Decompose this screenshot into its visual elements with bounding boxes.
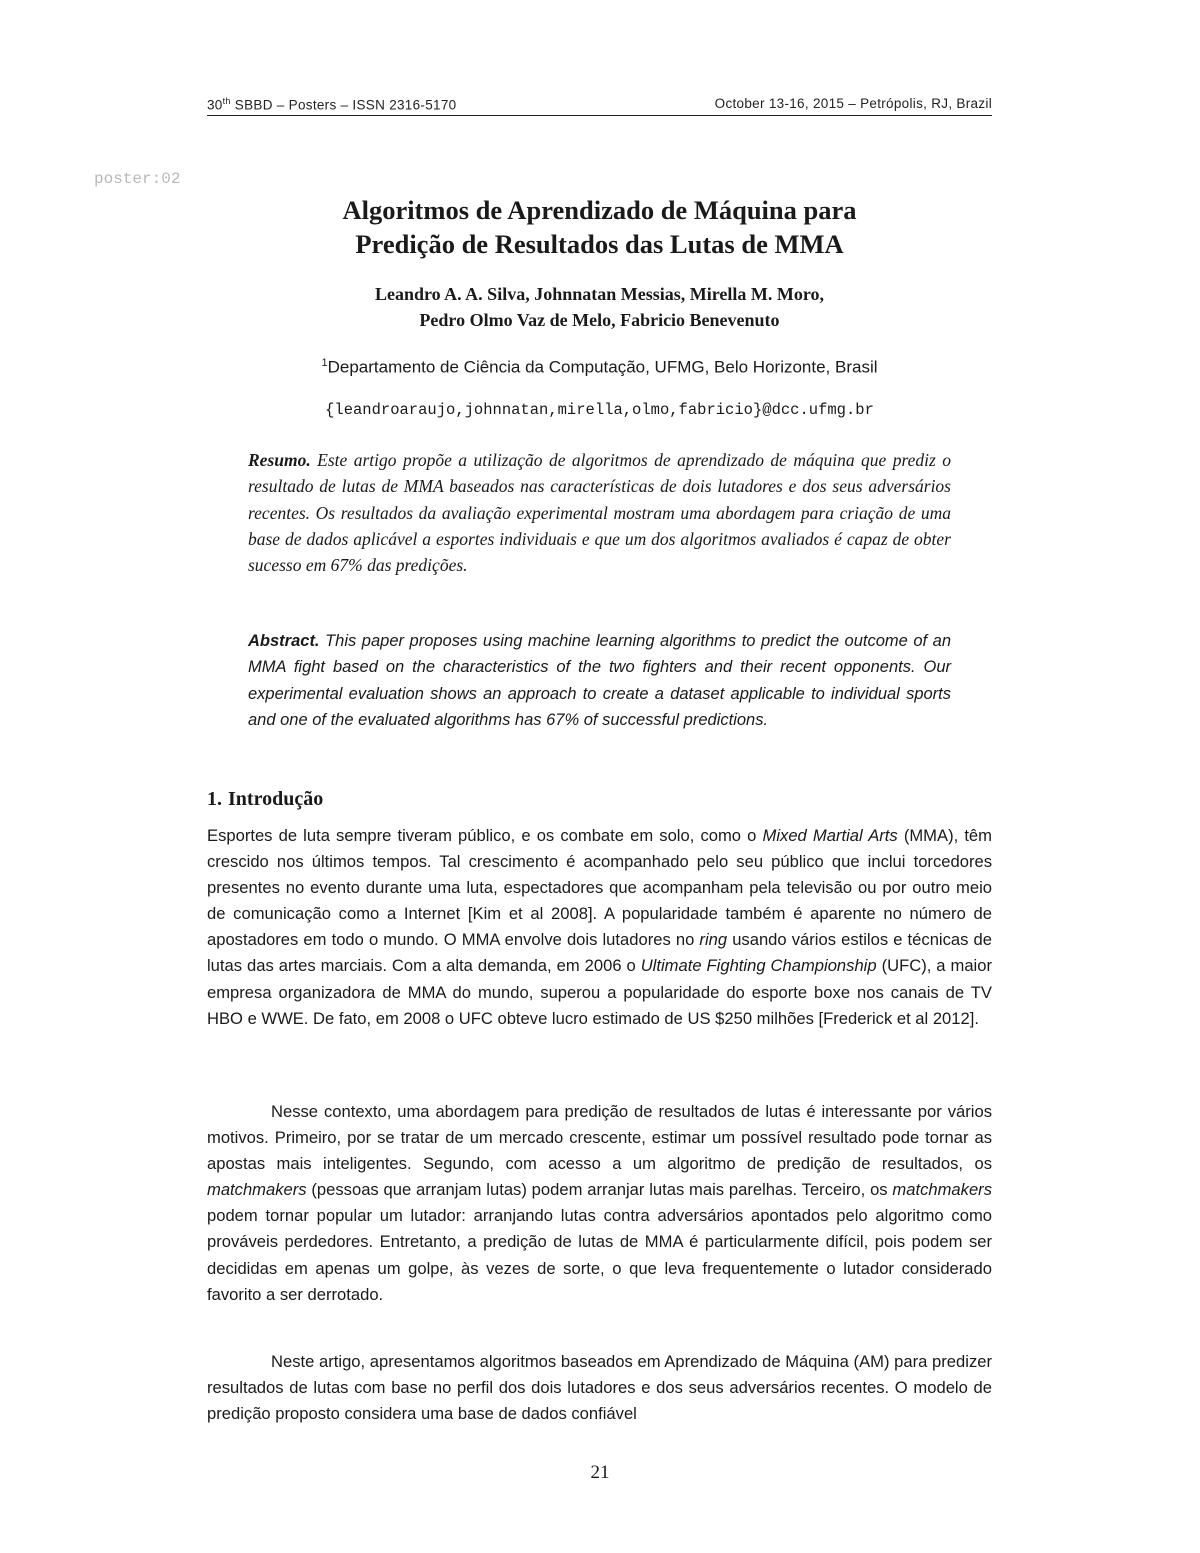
abstract-text: This paper proposes using machine learning algorithms to predict the outcome of an MMA fight based on the characteristics of the two fighters and their recent opponents. Our experimental evaluation shows an approach to create a dataset applicable to individual sports and one of the evaluated algorithms has 67% of successful predictions. [248,632,951,729]
abstract-label: Abstract. [248,632,320,650]
term-matchmakers: matchmakers [892,1180,992,1200]
authors-line-2: Pedro Olmo Vaz de Melo, Fabricio Benevenuto [419,310,780,330]
affiliation-text: Departamento de Ciência da Computação, UFMG, Belo Horizonte, Brasil [327,357,878,377]
resumo-label: Resumo. [248,450,311,470]
affiliation-mark: 1 [321,357,328,369]
abstract-block [248,628,951,733]
resumo-block [248,447,951,578]
running-header-conference: 30th SBBD – Posters – ISSN 2316-5170 [207,96,457,113]
paper-title [207,193,992,261]
paragraph-2: Nesse contexto, uma abordagem para predição de resultados de lutas é interessante por vários motivos. Primeiro, por se tratar de um mercado crescente, estimar um possível resultado pode tornar as apostas mais inteligentes. Segundo, com acesso a um algoritmo de predição de resultados, os matchmakers (pessoas que arranjam lutas) podem arranjar lutas mais parelhas. Terceiro, os matchmakers podem tornar popular um lutador: arranjando lutas contra adversários apontados pelo algoritmo como prováveis perdedores. Entretanto, a predição de lutas de MMA é particularmente difícil, pois podem ser decididas em apenas um golpe, às vezes de sorte, o que leva frequentemente o lutador considerado favorito a ser derrotado. [207,1102,992,1304]
section-heading [207,788,323,811]
page-number: 21 [590,1462,610,1483]
title-line-2: Predição de Resultados das Lutas de MMA [355,229,844,259]
resumo-text: Este artigo propõe a utilização de algoritmos de aprendizado de máquina que prediz o resultado de lutas de MMA baseados nas características de dois lutadores e dos seus adversários recentes. Os resultados da avaliação experimental mostram uma abordagem para criação de uma base de dados aplicável a esportes individuais e que um dos algoritmos avaliados é capaz de obter sucesso em 67% das predições. [248,450,952,576]
header-rule [207,115,992,116]
author-emails: {leandroaraujo,johnnatan,mirella,olmo,fabricio}@dcc.ufmg.br [325,401,874,419]
section-title: Introdução [228,788,324,810]
term-mma: Mixed Martial Arts [762,826,898,845]
section-number: 1. [207,788,222,810]
authors-line-1: Leandro A. A. Silva, Johnnatan Messias, Mirella M. Moro, [374,284,825,304]
term-ufc: Ultimate Fighting Championship [640,956,877,976]
running-header-location-date: October 13-16, 2015 – Petrópolis, RJ, Brazil [714,96,992,111]
paragraph-3: Neste artigo, apresentamos algoritmos baseados em Aprendizado de Máquina (AM) para predizer resultados de lutas com base no perfil dos dois lutadores e dos seus adversários recentes. O modelo de predição proposto considera uma base de dados confiável [207,1352,992,1424]
title-line-1: Algoritmos de Aprendizado de Máquina para [342,195,857,225]
paragraph-1: Esportes de luta sempre tiveram público, e os combate em solo, como o Mixed Martial Arts (MMA), têm crescido nos últimos tempos. Tal crescimento é acompanhado pelo seu público que inclui torcedores presentes no evento durante uma luta, espectadores que acompanham pela televisão ou por outro meio de comunicação como a Internet [Kim et al 2008]. A popularidade também é aparente no número de apostadores em todo o mundo. O MMA envolve dois lutadores no ring usando vários estilos e técnicas de lutas das artes marciais. Com a alta demanda, em 2006 o Ultimate Fighting Championship (UFC), a maior empresa organizadora de MMA do mundo, superou a popularidade do esporte boxe nos canais de TV HBO e WWE. De fato, em 2008 o UFC obteve lucro estimado de US $250 milhões [Frederick et al 2012]. [207,826,992,1028]
author-list [207,281,992,333]
affiliation [207,357,992,378]
poster-tag: poster:02 [94,170,181,188]
term-ring: ring [699,930,728,950]
term-matchmakers: matchmakers [207,1180,307,1200]
